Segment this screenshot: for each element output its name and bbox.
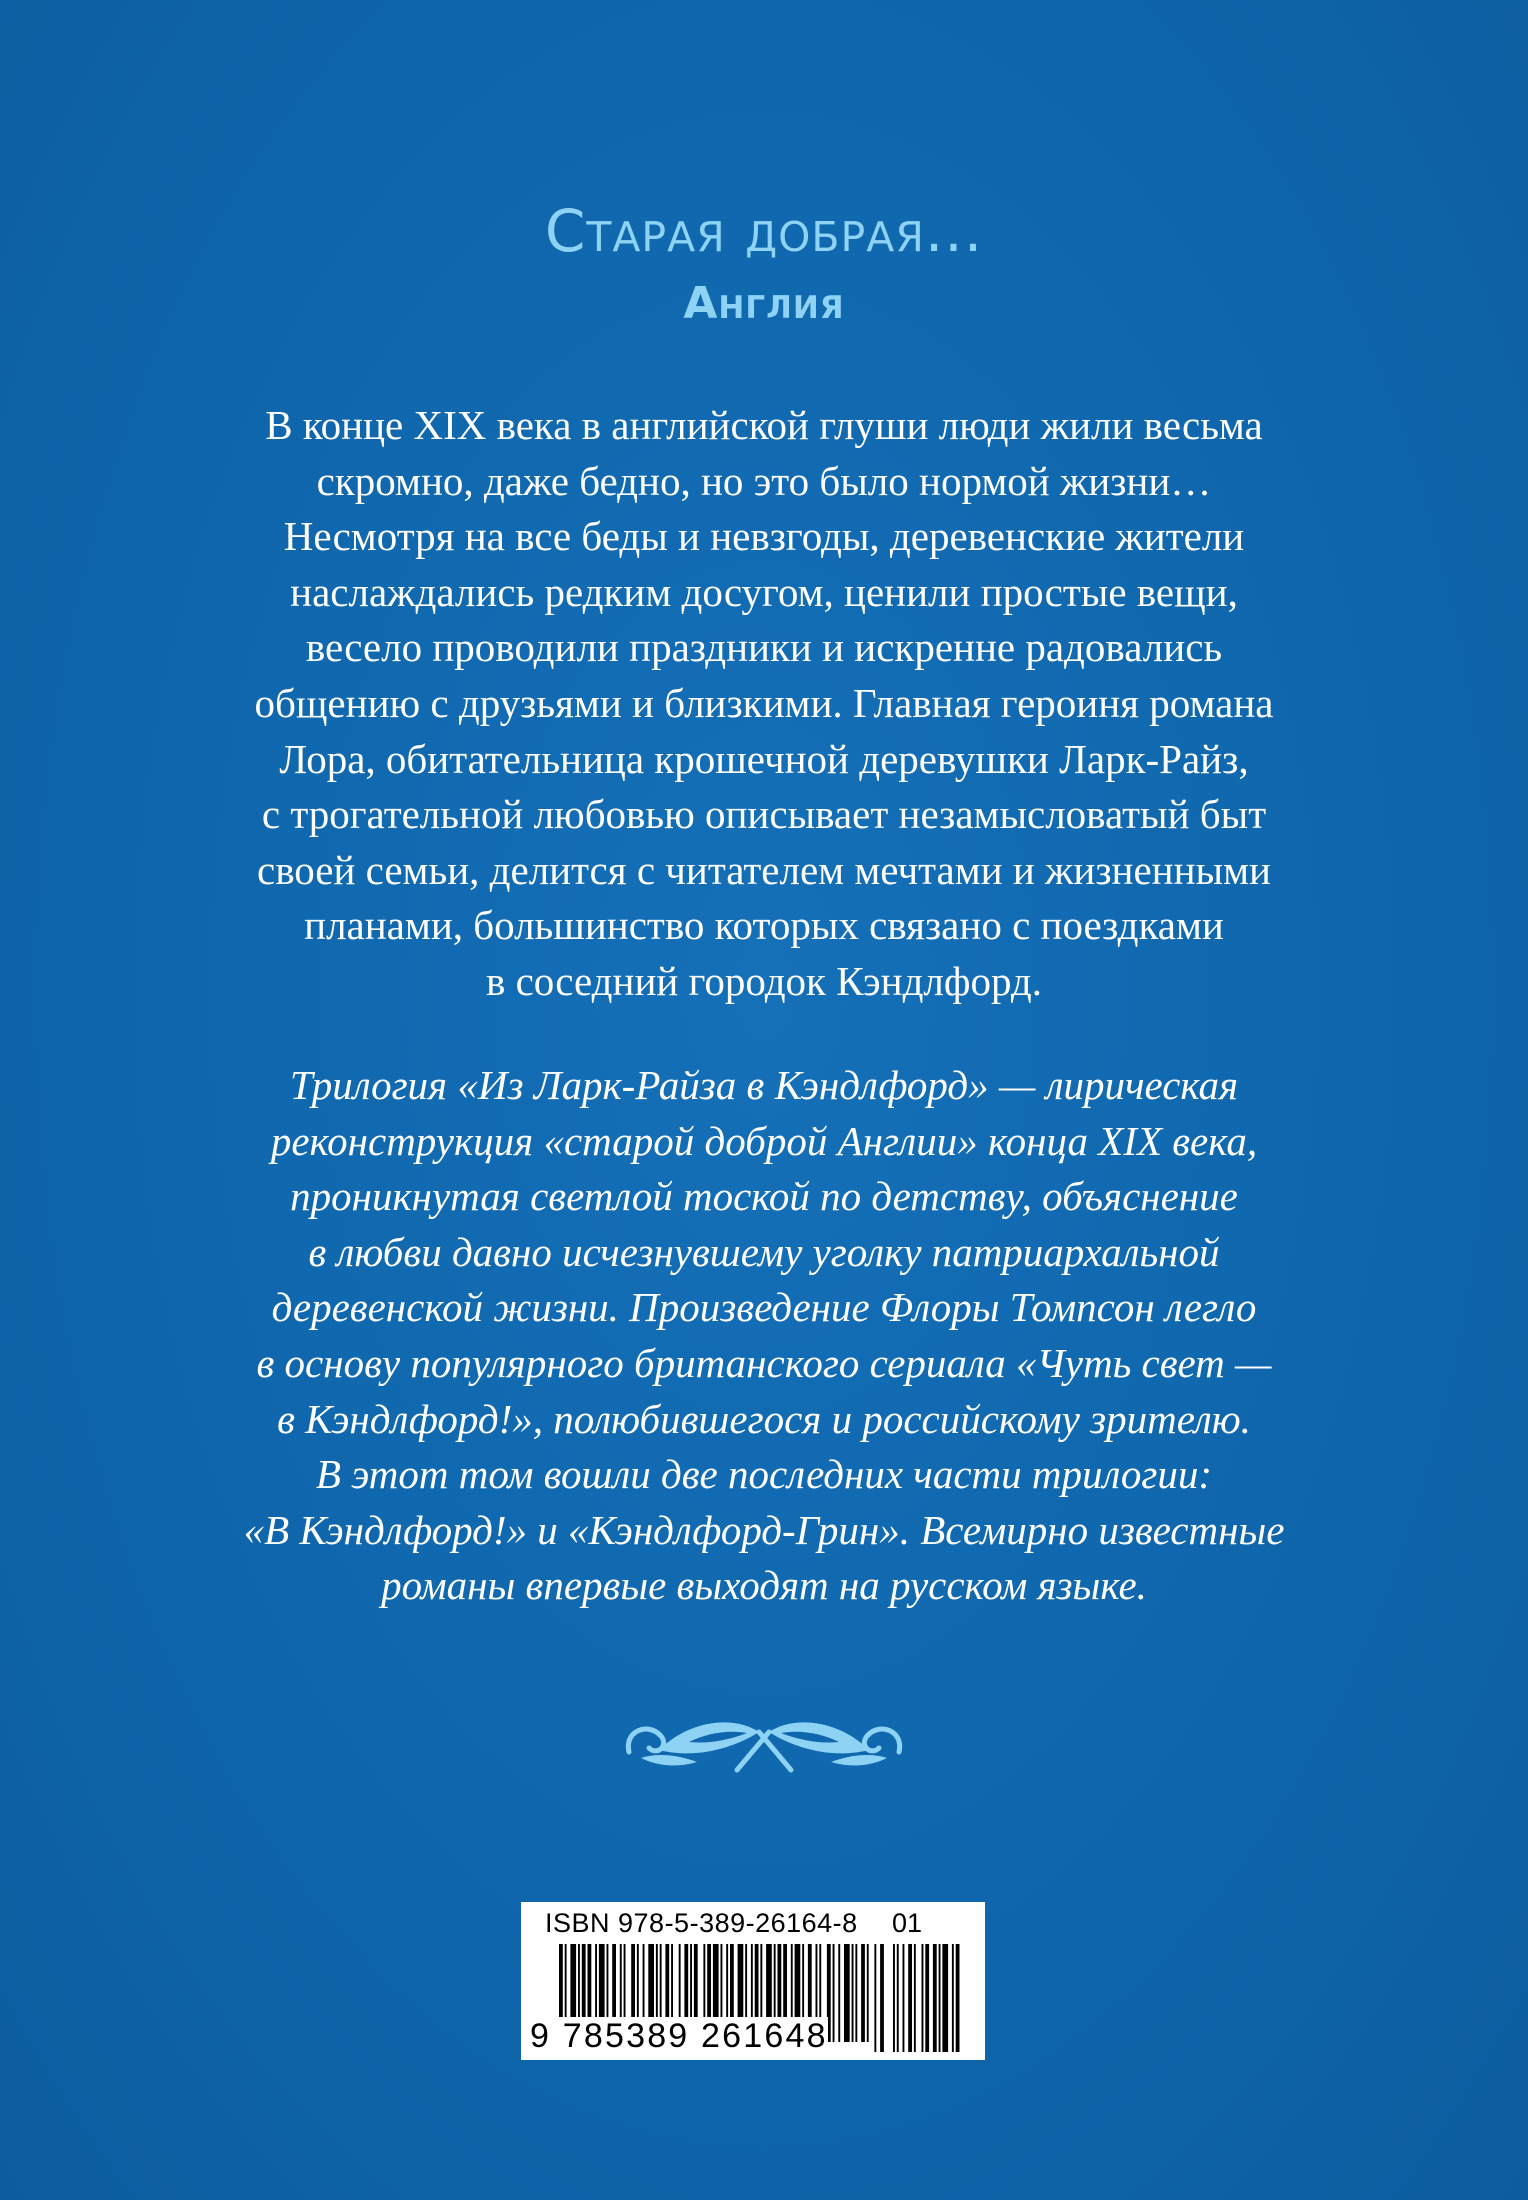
blurb-line: общению с друзьями и близкими. Главная героиня романа bbox=[254, 679, 1274, 726]
barcode-addon-bar bbox=[914, 1944, 916, 2052]
blurb-line: весело проводили праздники и искренне радовались bbox=[305, 624, 1223, 671]
blurb-line: В конце XIX века в английской глуши люди жили весьма bbox=[265, 402, 1263, 448]
barcode-bar bbox=[833, 1944, 835, 2042]
blurb-italic-line: В этот том вошли две последних части трилогии: bbox=[315, 1451, 1213, 1498]
isbn-label: ISBN 978-5-389-26164-8 bbox=[545, 1908, 858, 1938]
blurb-italic-line: реконструкция «старой доброй Англии» конца XIX века, bbox=[270, 1117, 1258, 1164]
blurb-main bbox=[150, 398, 1378, 1010]
barcode-bar bbox=[867, 1944, 869, 2042]
barcode-addon-bar bbox=[939, 1944, 941, 2052]
series-subtitle: Англия bbox=[683, 278, 845, 329]
isbn-addon: 01 bbox=[892, 1908, 923, 1938]
barcode-bar bbox=[874, 1944, 876, 2052]
blurb-line: своей семьи, делится с читателем мечтами и жизненными bbox=[257, 846, 1271, 893]
leaf-scroll-ornament-icon bbox=[619, 1700, 909, 1780]
series-title: Старая добрая... bbox=[544, 197, 984, 265]
barcode-addon-bar bbox=[952, 1944, 954, 2052]
blurb-italic bbox=[150, 1058, 1378, 1614]
blurb-line: в соседний городок Кэндлфорд. bbox=[485, 957, 1043, 1004]
blurb-line: скромно, даже бедно, но это было нормой жизни… bbox=[316, 457, 1212, 504]
barcode-bar bbox=[852, 1944, 854, 2042]
blurb-line: планами, большинство которых связано с поездками bbox=[304, 902, 1224, 949]
barcode-addon-bar bbox=[922, 1944, 924, 2052]
barcode-bar bbox=[844, 1944, 850, 2042]
barcode-addon-bar bbox=[897, 1944, 899, 2052]
blurb-italic-line: в основу популярного британского сериала «Чуть свет — bbox=[256, 1339, 1272, 1386]
barcode-addon-bar bbox=[908, 1944, 912, 2052]
blurb-italic-line: деревенской жизни. Произведение Флоры Томпсон легло bbox=[271, 1284, 1257, 1331]
barcode-digits: 9 785389 261648 bbox=[530, 2017, 828, 2055]
blurb-italic-line: романы впервые выходят на русском языке. bbox=[381, 1562, 1147, 1609]
barcode-bar bbox=[855, 1944, 857, 2042]
barcode-addon-bar bbox=[903, 1944, 905, 2052]
barcode-addon-bar bbox=[925, 1944, 929, 2052]
barcode-addon-bar bbox=[942, 1944, 948, 2052]
barcode-addon-bar bbox=[933, 1944, 937, 2052]
barcode-bar bbox=[861, 1944, 865, 2042]
blurb-italic-line: в Кэндлфорд!», полюбившегося и российскому зрителю. bbox=[277, 1395, 1251, 1442]
blurb-line: наслаждались редким досугом, ценили простые вещи, bbox=[290, 568, 1238, 615]
barcode-addon-bar bbox=[893, 1944, 895, 2052]
barcode-bar bbox=[880, 1944, 884, 2052]
barcode-bar bbox=[838, 1944, 840, 2042]
blurb-line: Несмотря на все беды и невзгоды, деревенские жители bbox=[283, 513, 1245, 560]
blurb-line: Лора, обитательница крошечной деревушки Ларк-Райз, bbox=[279, 735, 1249, 782]
blurb-italic-line: «В Кэндлфорд!» и «Кэндлфорд-Грин». Всемирно известные bbox=[243, 1506, 1285, 1553]
blurb-italic-line: Трилогия «Из Ларк-Райза в Кэндлфорд» — лирическая bbox=[289, 1062, 1239, 1108]
blurb-italic-line: в любви давно исчезнувшему уголку патриархальной bbox=[308, 1228, 1220, 1275]
barcode-addon-bar bbox=[956, 1944, 960, 2052]
blurb-line: с трогательной любовью описывает незамысловатый быт bbox=[261, 791, 1267, 838]
blurb-italic-line: проникнутая светлой тоской по детству, объяснение bbox=[290, 1173, 1238, 1220]
